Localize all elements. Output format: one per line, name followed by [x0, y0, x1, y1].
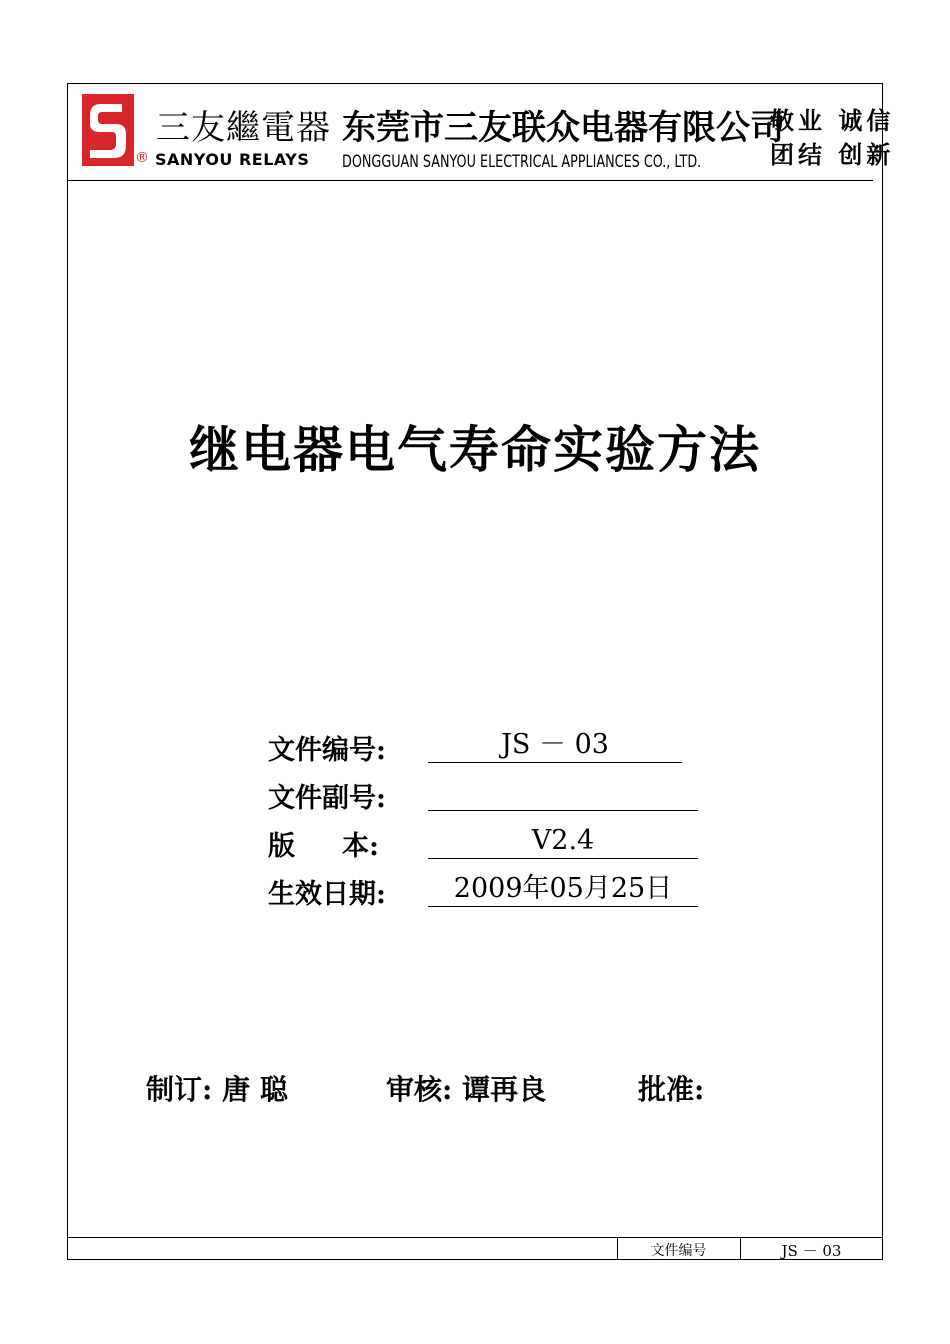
- info-label: 文件编号:: [268, 735, 386, 766]
- company-motto: [770, 104, 894, 172]
- footer-doc-number-value: JS － 03: [781, 1242, 842, 1260]
- registered-mark: ®: [135, 150, 149, 166]
- header-divider: [67, 180, 873, 181]
- footer-doc-number-label: 文件编号: [650, 1243, 707, 1259]
- motto-line-2: 团结 创新: [770, 140, 895, 169]
- info-label: 生效日期:: [268, 879, 386, 910]
- approved-by: 批准:: [638, 1073, 705, 1106]
- info-value: JS － 03: [428, 728, 682, 763]
- sanyou-logo: [82, 94, 134, 166]
- info-row-version: [268, 824, 595, 863]
- info-value: 2009年05月25日: [428, 872, 698, 907]
- info-row-doc-subnumber: [268, 776, 418, 815]
- info-value: V2.4: [428, 824, 698, 859]
- info-label: 文件副号:: [268, 783, 386, 814]
- brand-name-cn: 三友繼電器: [156, 108, 331, 148]
- footer-divider: [67, 1237, 883, 1238]
- info-row-doc-number: [268, 728, 609, 767]
- company-name-en: DONGGUAN SANYOU ELECTRICAL APPLIANCES CO., LTD.: [342, 152, 702, 171]
- info-value: [428, 776, 698, 811]
- drafted-by: 制订: 唐 聪: [146, 1073, 288, 1106]
- document-title: 继电器电气寿命实验方法: [189, 420, 761, 479]
- info-row-effective-date: [268, 872, 673, 911]
- reviewed-by: 审核: 谭再良: [386, 1073, 547, 1106]
- info-label: 版 本:: [268, 831, 379, 862]
- brand-name-en: SANYOU RELAYS: [155, 150, 310, 169]
- motto-line-1: 敬业 诚信: [770, 106, 895, 135]
- company-name-cn: 东莞市三友联众电器有限公司: [342, 108, 784, 148]
